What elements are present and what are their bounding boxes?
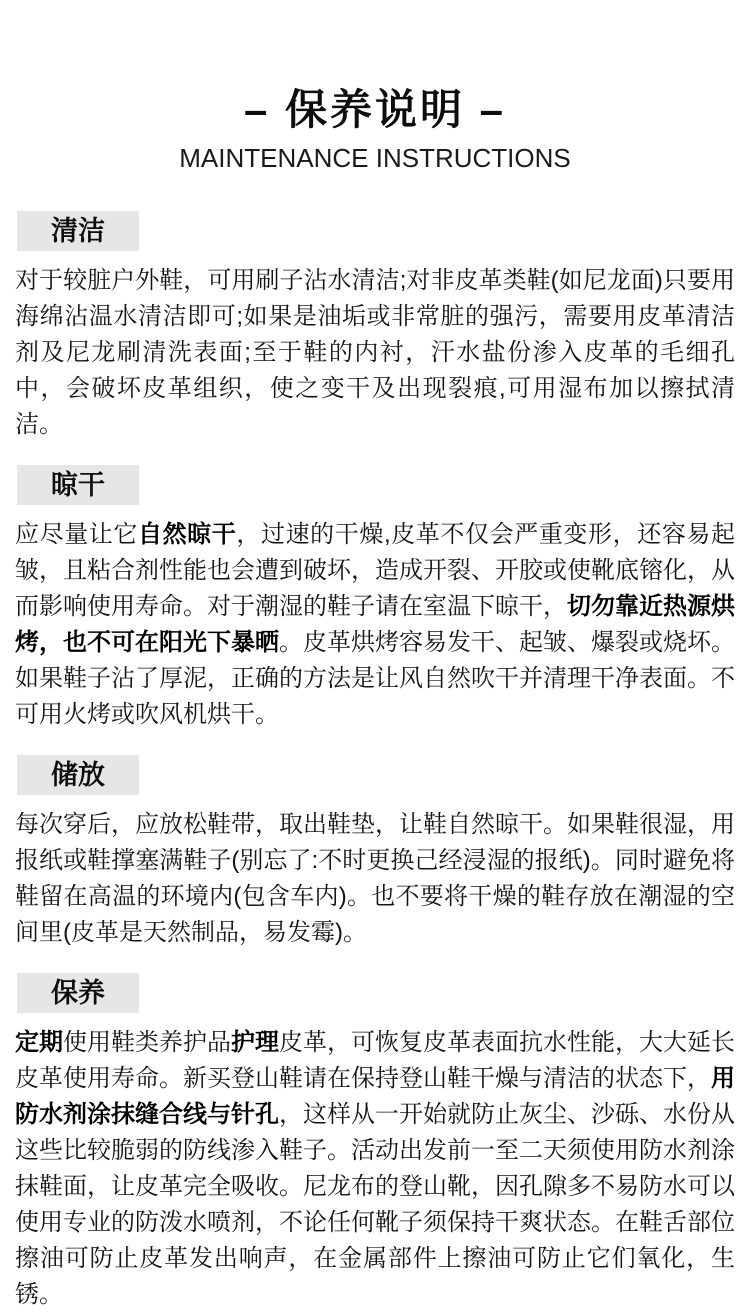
text-run: ，过速的干燥,皮革不仅会严重变形，还容易起皱，且粘合剂性能也会遭到破坏，造成开裂、开胶或使靴底镕化，从而影响使用寿命。对于潮湿的鞋子请在室温下晾干， [15, 521, 736, 620]
section-label-1: 清洁 [17, 211, 139, 251]
bold-text-run: 用防水剂涂抹缝合线与针孔 [15, 1065, 735, 1128]
section-paragraph-3 [15, 807, 735, 951]
section-paragraph-2 [15, 517, 735, 733]
text-run: 皮革，可恢复皮革表面抗水性能，大大延长皮革使用寿命。新买登山鞋请在保持登山鞋干燥与清洁的状态下， [15, 1029, 735, 1092]
section-label-3: 储放 [17, 755, 139, 795]
section-label-2: 晾干 [17, 465, 139, 505]
page-subtitle: MAINTENANCE INSTRUCTIONS [179, 143, 571, 173]
text-run: 使用鞋类养护品 [63, 1029, 231, 1056]
bold-text-run: 自然晾干 [138, 521, 237, 548]
text-run: 对于较脏户外鞋，可用刷子沾水清洁;对非皮革类鞋(如尼龙面)只要用海绵沾温水清洁即可;如果是油垢或非常脏的强污，需要用皮革清洁剂及尼龙刷清洗表面;至于鞋的内衬，汗水盐份渗入皮革的毛细孔中，会破坏皮革组织，使之变干及出现裂痕,可用湿布加以擦拭清洁。 [15, 267, 735, 438]
section-label-4: 保养 [17, 973, 139, 1013]
page-header [0, 0, 750, 175]
text-run: ，这样从一开始就防止灰尘、沙砾、水份从这些比较脆弱的防线渗入鞋子。活动出发前一至二天须使用防水剂涂抹鞋面，让皮革完全吸收。尼龙布的登山靴，因孔隙多不易防水可以使用专业的防泼水喷剂，不论任何靴子须保持干爽状态。在鞋舌部位擦油可防止皮革发出响声，在金属部件上擦油可防止它们氧化，生锈。 [15, 1101, 735, 1308]
text-run: 每次穿后，应放松鞋带，取出鞋垫，让鞋自然晾干。如果鞋很湿，用报纸或鞋撑塞满鞋子(别忘了:不时更换己经浸湿的报纸)。同时避免将鞋留在高温的环境内(包含车内)。也不要将干燥的鞋存放在潮湿的空间里(皮革是天然制品，易发霉)。 [15, 811, 735, 946]
bold-text-run: 定期 [15, 1029, 63, 1056]
section-paragraph-1 [15, 263, 735, 443]
text-run: 应尽量让它 [15, 521, 138, 548]
bold-text-run: 切勿靠近热源烘烤，也不可在阳光下暴晒 [15, 593, 735, 656]
text-run: 。皮革烘烤容易发干、起皱、爆裂或烧坏。如果鞋子沾了厚泥，正确的方法是让风自然吹干并清理干净表面。不可用火烤或吹风机烘干。 [15, 629, 735, 728]
sections-container [0, 211, 750, 1313]
bold-text-run: 护理 [231, 1029, 279, 1056]
page-title: – 保养说明 – [243, 86, 507, 133]
